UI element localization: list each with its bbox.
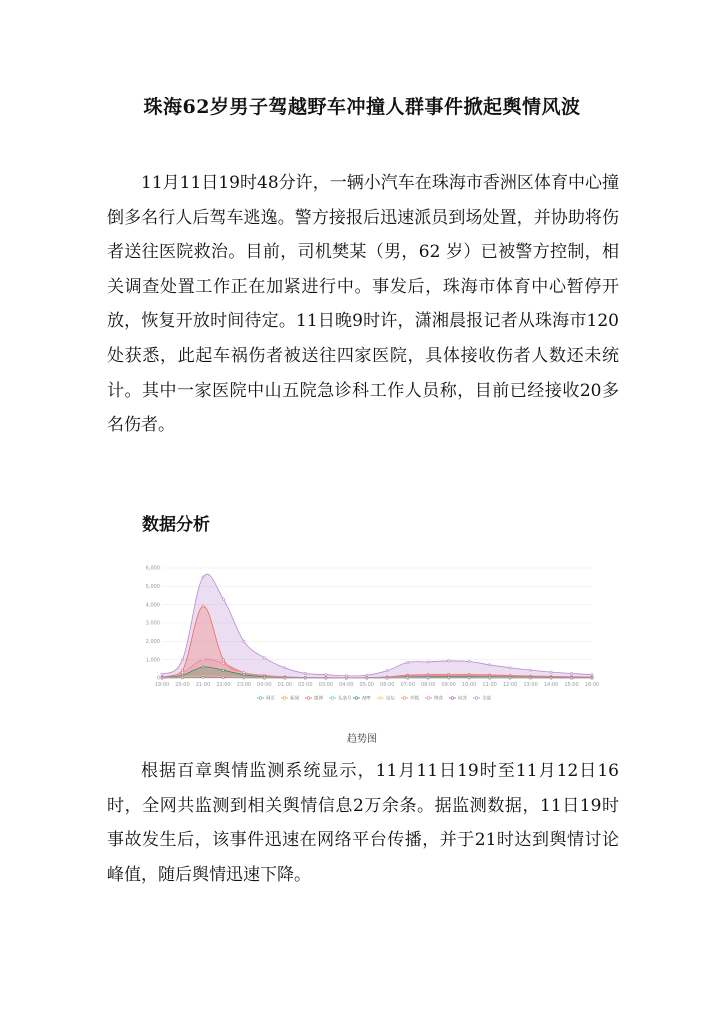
trend-chart-svg bbox=[140, 558, 600, 706]
legend-swatch-dot bbox=[259, 697, 262, 700]
data-point bbox=[181, 659, 183, 661]
chart-caption: 趋势图 bbox=[347, 734, 377, 745]
legend-swatch-dot bbox=[451, 697, 454, 700]
legend-swatch-dot bbox=[427, 697, 430, 700]
legend-label: APP bbox=[362, 696, 371, 702]
legend-item[interactable] bbox=[257, 695, 275, 702]
legend-swatch-dot bbox=[379, 697, 382, 700]
data-point bbox=[366, 674, 368, 676]
legend-swatch-dot bbox=[403, 697, 406, 700]
data-point bbox=[181, 671, 183, 673]
data-point bbox=[407, 661, 409, 663]
document-title: 珠海62岁男子驾越野车冲撞人群事件掀起舆情风波 bbox=[143, 96, 581, 118]
x-tick-label: 16:00 bbox=[584, 682, 600, 688]
legend-label: 网页 bbox=[266, 696, 275, 702]
x-tick-label: 14:00 bbox=[543, 682, 559, 688]
x-tick-label: 13:00 bbox=[523, 682, 538, 688]
legend-label: 头条号 bbox=[338, 696, 352, 702]
x-tick-label: 03:00 bbox=[318, 682, 334, 688]
series-area bbox=[162, 574, 592, 678]
legend-label: 微博 bbox=[314, 696, 323, 702]
x-tick-label: 04:00 bbox=[339, 682, 354, 688]
data-point bbox=[202, 659, 204, 661]
data-point bbox=[427, 661, 429, 663]
y-tick-label: 6,000 bbox=[145, 565, 160, 572]
y-tick-label: 1,000 bbox=[145, 657, 160, 664]
x-tick-label: 12:00 bbox=[502, 682, 518, 688]
data-point bbox=[509, 667, 511, 669]
x-tick-label: 21:00 bbox=[195, 682, 211, 688]
data-point bbox=[161, 673, 163, 675]
x-tick-label: 09:00 bbox=[441, 682, 456, 688]
legend-item[interactable] bbox=[305, 695, 323, 702]
legend-swatch-dot bbox=[331, 697, 334, 700]
data-point bbox=[263, 657, 265, 659]
x-tick-label: 11:00 bbox=[482, 682, 497, 688]
x-tick-label: 05:00 bbox=[359, 682, 374, 688]
x-tick-label: 01:00 bbox=[277, 682, 293, 688]
data-point bbox=[489, 664, 491, 666]
data-point bbox=[243, 640, 245, 642]
x-tick-label: 20:00 bbox=[175, 682, 190, 688]
data-point bbox=[591, 674, 593, 676]
legend-item[interactable] bbox=[473, 695, 491, 702]
x-tick-label: 06:00 bbox=[380, 682, 395, 688]
data-point bbox=[386, 670, 388, 672]
legend-label: 外媒 bbox=[410, 696, 419, 702]
legend-item[interactable] bbox=[377, 695, 395, 702]
data-point bbox=[222, 669, 224, 671]
x-tick-label: 19:00 bbox=[154, 682, 170, 688]
legend-label: 博客 bbox=[434, 696, 443, 702]
legend-item[interactable] bbox=[425, 695, 443, 702]
x-tick-label: 08:00 bbox=[420, 682, 436, 688]
data-point bbox=[304, 672, 306, 674]
trend-chart bbox=[140, 558, 600, 706]
x-tick-label: 22:00 bbox=[216, 682, 231, 688]
chart-areas bbox=[162, 574, 592, 678]
x-tick-label: 00:00 bbox=[257, 682, 272, 688]
data-point bbox=[448, 660, 450, 662]
legend-label: 论坛 bbox=[386, 696, 395, 702]
data-point bbox=[284, 667, 286, 669]
paragraph-incident: 11月11日19时48分许，一辆小汽车在珠海市香洲区体育中心撞倒多名行人后驾车逃逸。警方接报后迅速派员到场处置，并协助将伤者送往医院救治。目前，司机樊某（男，62 岁）已被警方控制，相关调查处置工作正在加紧进行中。事发后，珠海市体育中心暂停开放，恢复开放时间待定。11日晚9时许，潇湘晨报记者从珠海市120处获悉，此起车祸伤者被送往四家医院，具体接收伤者人数还未统计。其中一家医院中山五院急诊科工作人员称，目前已经接收20多名伤者。 bbox=[107, 173, 619, 436]
data-point bbox=[529, 669, 531, 671]
section-heading-data-analysis: 数据分析 bbox=[142, 515, 210, 535]
chart-legend bbox=[257, 695, 491, 702]
paragraph-analysis: 根据百章舆情监测系统显示，11月11日19时至11月12日16时，全网共监测到相关舆情信息2万余条。据监测数据，11日19时事故发生后，该事件迅速在网络平台传播，并于21时达到舆情讨论峰值，随后舆情迅速下降。 bbox=[107, 761, 619, 885]
y-tick-label: 3,000 bbox=[145, 620, 160, 627]
x-tick-label: 07:00 bbox=[400, 682, 415, 688]
x-tick-label: 02:00 bbox=[298, 682, 313, 688]
y-tick-label: 0 bbox=[156, 675, 160, 682]
legend-swatch-dot bbox=[475, 697, 478, 700]
data-point bbox=[222, 659, 224, 661]
legend-item[interactable] bbox=[449, 695, 467, 702]
data-point bbox=[202, 666, 204, 668]
data-point bbox=[202, 576, 204, 578]
x-tick-label: 10:00 bbox=[461, 682, 477, 688]
data-point bbox=[325, 674, 327, 676]
data-point bbox=[550, 671, 552, 673]
legend-item[interactable] bbox=[353, 696, 371, 702]
data-point bbox=[202, 605, 204, 607]
legend-item[interactable] bbox=[281, 695, 299, 702]
data-point bbox=[222, 662, 224, 664]
x-tick-label: 23:00 bbox=[236, 682, 252, 688]
legend-swatch-dot bbox=[307, 697, 310, 700]
legend-label: 问答 bbox=[458, 696, 467, 702]
y-tick-label: 5,000 bbox=[145, 584, 160, 591]
legend-swatch-dot bbox=[355, 697, 358, 700]
data-point bbox=[243, 674, 245, 676]
legend-item[interactable] bbox=[329, 695, 352, 702]
data-point bbox=[570, 672, 572, 674]
data-point bbox=[243, 671, 245, 673]
data-point bbox=[468, 660, 470, 662]
y-tick-label: 4,000 bbox=[145, 602, 160, 609]
legend-label: 新闻 bbox=[290, 696, 299, 702]
legend-label: 全部 bbox=[482, 696, 491, 702]
data-point bbox=[222, 598, 224, 600]
y-tick-label: 2,000 bbox=[145, 639, 160, 646]
x-tick-label: 15:00 bbox=[564, 682, 579, 688]
legend-item[interactable] bbox=[401, 695, 419, 702]
legend-swatch-dot bbox=[283, 697, 286, 700]
